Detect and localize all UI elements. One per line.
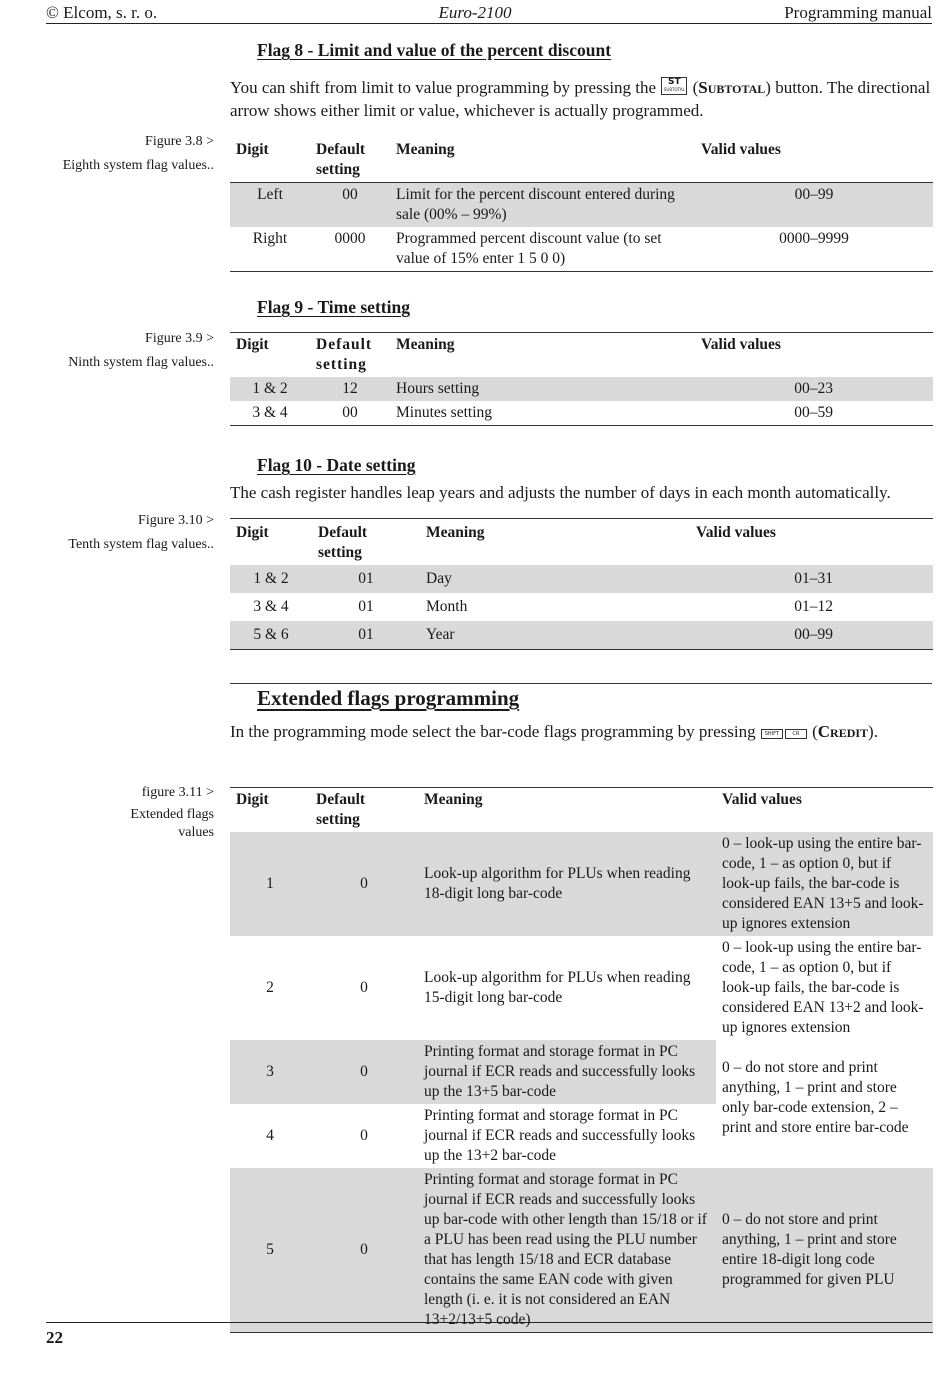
flag8-paragraph: You can shift from limit to value programming by pressing the ST SUBTOTAL (Subtotal) button. The directional arrow shows either limit or value, whichever is actually programmed. bbox=[230, 77, 931, 120]
col-default: Default setting bbox=[316, 336, 373, 373]
col-default: Default setting bbox=[316, 791, 366, 828]
flag10-paragraph: The cash register handles leap years and adjusts the number of days in each month automatically. bbox=[230, 483, 891, 502]
credit-key-icon: CR bbox=[785, 729, 807, 739]
flag8-para-end: button. The directional arrow shows either limit or value, whichever is actually programmed. bbox=[230, 78, 931, 120]
col-valid: Valid values bbox=[722, 791, 802, 808]
col-digit: Digit bbox=[236, 336, 269, 353]
page-number: 22 bbox=[46, 1328, 63, 1347]
table-row: 2 0 Look-up algorithm for PLUs when reading 15-digit long bar-code 0 – look-up using the entire bar-code, 1 – as option 0, but if look-up fails, the bar-code is considered EAN 13+2 and look-up ignores extension bbox=[266, 939, 924, 1036]
table-row: Left 00 Limit for the percent discount entered during sale (00% – 99%) 00–99 bbox=[230, 183, 933, 228]
shift-key-icon: SHIFT bbox=[761, 729, 783, 739]
col-default: Default setting bbox=[318, 524, 368, 561]
extended-para-end: ). bbox=[868, 722, 878, 741]
header-rule bbox=[46, 23, 932, 24]
col-valid: Valid values bbox=[701, 141, 781, 158]
header-product: Euro-2100 bbox=[438, 3, 512, 22]
flag8-para-start: You can shift from limit to value programming by pressing the bbox=[230, 78, 657, 97]
extended-table bbox=[230, 787, 933, 1333]
table-row: 3 & 4 01 Month 01–12 bbox=[253, 598, 833, 615]
table-row: 3 & 4 00 Minutes setting 00–59 bbox=[230, 401, 933, 426]
figure-3-11-caption bbox=[60, 784, 214, 842]
table-row: 5 & 6 01 Year 00–99 bbox=[230, 621, 933, 649]
flag9-table bbox=[230, 332, 933, 426]
col-digit: Digit bbox=[236, 791, 269, 808]
header-manual-title: Programming manual bbox=[784, 3, 932, 22]
table-row: 1 0 Look-up algorithm for PLUs when reading 18-digit long bar-code 0 – look-up using the entire bar-code, 1 – as option 0, but if look-up fails, the bar-code is considered EAN 13+5 and look-up ignores extension bbox=[230, 832, 933, 936]
col-default: Default setting bbox=[316, 141, 366, 178]
figure-3-8-text: Eighth system flag values.. bbox=[62, 158, 214, 173]
subtotal-button-name: Subtotal bbox=[698, 78, 766, 97]
table-row: 5 0 Printing format and storage format in PC journal if ECR reads and successfully looks up bar-code with other length than 15/18 or if a PLU has been read using the PLU number that has length 15/18 and ECR database contains the same EAN code with given length (i. e. it is not considered an EAN 13+2/13+5 code) 0 – do not store and print anything, 1 – print and store entire 18-digit long code programmed for given PLU bbox=[230, 1168, 933, 1333]
table-row: 4 0 Printing format and storage format in PC journal if ECR reads and successfully looks up the 13+2 bar-code bbox=[266, 1107, 696, 1164]
col-digit: Digit bbox=[236, 141, 269, 158]
col-valid: Valid values bbox=[701, 336, 781, 353]
figure-3-10-caption bbox=[60, 512, 214, 554]
col-meaning: Meaning bbox=[424, 791, 483, 808]
figure-3-8-label: Figure 3.8 > bbox=[145, 134, 214, 149]
figure-3-8-caption bbox=[60, 133, 214, 175]
extended-para-start: In the programming mode select the bar-code flags programming by pressing bbox=[230, 722, 756, 741]
flag8-table bbox=[230, 138, 933, 272]
col-meaning: Meaning bbox=[426, 524, 485, 541]
figure-3-9-caption bbox=[60, 330, 214, 372]
extended-paragraph: In the programming mode select the bar-code flags programming by pressing SHIFT CR (Credit). bbox=[230, 722, 878, 741]
credit-button-name: Credit bbox=[817, 722, 869, 741]
table-row: 3 0 Printing format and storage format in PC journal if ECR reads and successfully looks up the 13+5 bar-code 0 – do not store and print anything, 1 – print and store only bar-code extension, 2 – print and store entire bar-code bbox=[230, 1040, 933, 1104]
flag10-table bbox=[230, 518, 933, 650]
figure-3-9-label: Figure 3.9 > bbox=[145, 331, 214, 346]
header-copyright: © Elcom, s. r. o. bbox=[46, 3, 158, 22]
footer-rule bbox=[46, 1322, 932, 1323]
subtotal-key-icon: ST SUBTOTAL bbox=[661, 77, 687, 95]
extended-rule bbox=[230, 683, 932, 684]
flag9-title: Flag 9 - Time setting bbox=[257, 297, 410, 317]
col-valid: Valid values bbox=[696, 524, 776, 541]
figure-3-11-label: figure 3.11 > bbox=[141, 785, 214, 800]
col-meaning: Meaning bbox=[396, 141, 455, 158]
table-row: 1 & 2 12 Hours setting 00–23 bbox=[230, 377, 933, 401]
flag8-title: Flag 8 - Limit and value of the percent discount bbox=[257, 40, 612, 60]
figure-3-10-label: Figure 3.10 > bbox=[138, 513, 214, 528]
figure-3-10-text: Tenth system flag values.. bbox=[68, 537, 214, 552]
flag10-title: Flag 10 - Date setting bbox=[257, 455, 416, 475]
table-row: 1 & 2 01 Day 01–31 bbox=[230, 565, 933, 593]
col-meaning: Meaning bbox=[396, 336, 455, 353]
figure-3-9-text: Ninth system flag values.. bbox=[68, 355, 214, 370]
col-digit: Digit bbox=[236, 524, 269, 541]
extended-title: Extended flags programming bbox=[257, 686, 520, 710]
figure-3-11-text: Extended flags values bbox=[130, 807, 214, 840]
table-row: Right 0000 Programmed percent discount value (to set value of 15% enter 1 5 0 0) 0000–9999 bbox=[230, 227, 933, 272]
